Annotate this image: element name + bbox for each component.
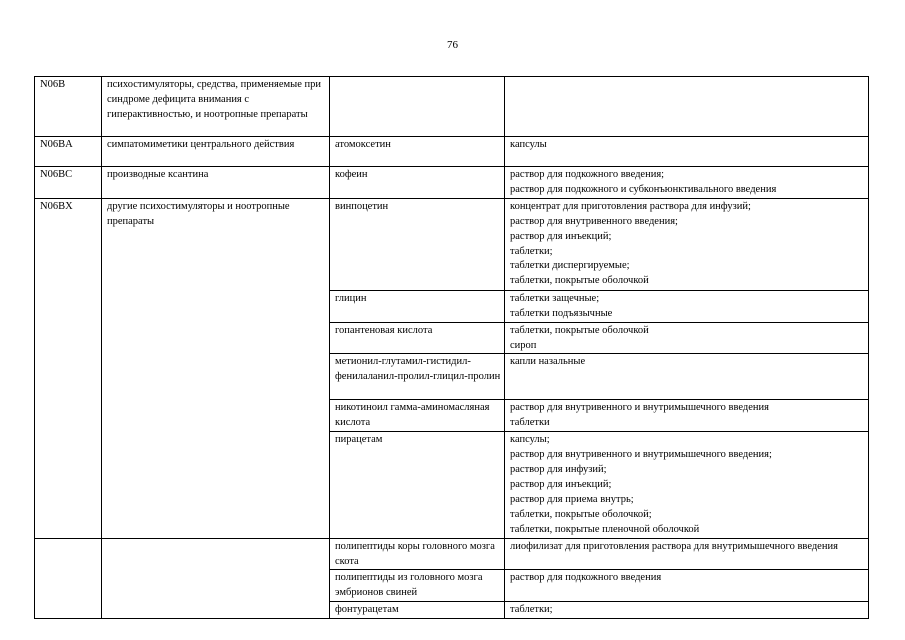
drug-name-cell: пирацетам [330,432,505,538]
dosage-form: капли назальные [510,356,586,368]
drug-name-cell: полипептиды коры головного мозга скота [330,538,505,570]
page-number: 76 [447,39,458,51]
dosage-form: раствор для подкожного введения [510,572,662,584]
group-name-cell: психостимуляторы, средства, применяемые при синдроме дефицита внимания с гиперактивностью, и ноотропные препараты [102,77,330,137]
dosage-form: раствор для внутривенного введения; [510,215,678,227]
dosage-form: раствор для подкожного введения; [510,169,665,180]
dosage-form: таблетки, покрытые пленочной оболочкой [510,523,700,535]
atc-code-cell: N06B [35,77,102,137]
drug-name-cell: гопантеновая кислота [330,322,505,354]
dosage-form: капсулы [510,139,547,150]
dosage-forms-cell [505,322,869,354]
dosage-form: таблетки, покрытые оболочкой [510,324,649,336]
drug-name-cell [330,77,505,137]
dosage-forms-cell [505,354,869,400]
atc-code-cell: N06BC [35,167,102,199]
dosage-forms-cell [505,400,869,432]
dosage-form: таблетки диспергируемые; [510,260,630,272]
dosage-form: лиофилизат для приготовления раствора для внутримышечного введения [510,540,838,552]
dosage-form: таблетки; [510,604,553,616]
medication-table [34,76,869,619]
table-row [35,77,869,137]
atc-code-cell [35,538,102,619]
dosage-forms-cell [505,570,869,602]
dosage-forms-cell [505,432,869,538]
dosage-form: таблетки защечные; [510,292,600,304]
drug-name-cell: метионил-глутамил-гистидил-фенилаланил-пролил-глицил-пролин [330,354,505,400]
dosage-forms-cell [505,538,869,570]
group-name-cell: другие психостимуляторы и ноотропные препараты [102,198,330,538]
drug-name-cell: фонтурацетам [330,602,505,619]
group-name-cell [102,538,330,619]
table-row [35,538,869,570]
dosage-form: таблетки, покрытые оболочкой; [510,508,652,520]
table-row [35,198,869,290]
dosage-form: таблетки [510,417,550,429]
table-row [35,167,869,199]
drug-name-cell: кофеин [330,167,505,199]
dosage-form: раствор для приема внутрь; [510,493,634,505]
dosage-forms-cell [505,198,869,290]
dosage-forms-cell [505,290,869,322]
dosage-form: сироп [510,339,537,351]
drug-name-cell: атомоксетин [330,137,505,167]
dosage-form: раствор для внутривенного и внутримышечного введения [510,402,769,414]
drug-name-cell: глицин [330,290,505,322]
group-name-cell: симпатомиметики центрального действия [102,137,330,167]
table-row [35,137,869,167]
dosage-forms-cell [505,77,869,137]
drug-name-cell: винпоцетин [330,198,505,290]
dosage-forms-cell [505,167,869,199]
dosage-form: таблетки подъязычные [510,307,613,319]
dosage-form: раствор для инфузий; [510,464,607,476]
dosage-form: концентрат для приготовления раствора для инфузий; [510,200,751,212]
dosage-form: раствор для инъекций; [510,478,612,490]
atc-code-cell: N06BX [35,198,102,538]
dosage-forms-cell [505,137,869,167]
dosage-form: раствор для внутривенного и внутримышечного введения; [510,449,772,461]
dosage-form: капсулы; [510,434,550,446]
atc-code-cell: N06BA [35,137,102,167]
drug-name-cell: никотиноил гамма-аминомасляная кислота [330,400,505,432]
dosage-form: таблетки; [510,245,553,257]
group-name-cell: производные ксантина [102,167,330,199]
dosage-forms-cell [505,602,869,619]
dosage-form: таблетки, покрытые оболочкой [510,275,649,287]
dosage-form: раствор для инъекций; [510,230,612,242]
drug-name-cell: полипептиды из головного мозга эмбрионов свиней [330,570,505,602]
dosage-form: раствор для подкожного и субконъюнктивального введения [510,183,777,195]
